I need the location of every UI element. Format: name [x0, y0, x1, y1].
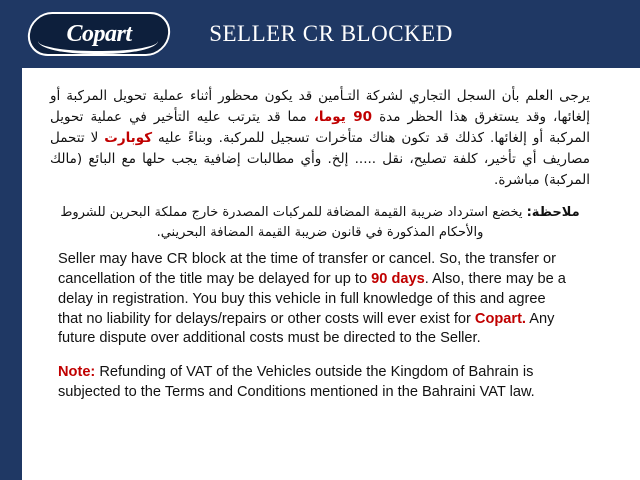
page-title: SELLER CR BLOCKED	[209, 21, 453, 46]
arabic-note-label: ملاحظة:	[526, 204, 580, 220]
english-note-label: Note:	[58, 364, 96, 381]
arabic-days-highlight: 90 يوما،	[313, 108, 373, 125]
arabic-note	[50, 203, 590, 243]
english-days-highlight: 90 days	[371, 270, 425, 287]
english-note-text: Refunding of VAT of the Vehicles outside the Kingdom of Bahrain is subjected to the Terms and Conditions mentioned in the Bahraini VAT law.	[58, 364, 535, 401]
english-body-text	[58, 250, 568, 417]
copart-logo	[28, 12, 170, 56]
left-accent-band	[0, 0, 22, 480]
header-divider	[22, 68, 640, 71]
logo-wordmark: Copart	[66, 21, 132, 47]
english-company-highlight: Copart.	[474, 310, 526, 327]
arabic-para-part3: لا تتحمل مصاريف أي تأخير، كلفة تصليح، نقل ..... إلخ. وأي مطالبات إضافية يجب حلها مع البائع (مالك المركبة) مباشرة.	[50, 129, 590, 188]
arabic-body-text	[50, 86, 590, 243]
english-para1-part3: Any future dispute over additional costs must be directed to the Seller.	[58, 310, 555, 347]
arabic-para-part1: يرجى العلم بأن السجل التجاري لشركة التـأمين قد يكون محظور أثناء عملية تحويل المركبة أو إلغائها، وقد يستغرق هذا الحظر مدة	[50, 88, 590, 125]
english-para1-part1: Seller may have CR block at the time of transfer or cancel. So, the transfer or cancellation of the title may be delayed for up to	[58, 251, 557, 287]
english-note	[58, 363, 568, 403]
arabic-company-highlight: كوبارت	[104, 129, 153, 146]
english-paragraph-1	[58, 250, 568, 349]
arabic-para-part2: مما قد يترتب عليه التأخير في عملية تحويل المركبة أو إلغائها. كذلك قد تكون هناك متأخرات تسجيل للمركبة. وبناءً عليه	[50, 108, 591, 146]
arabic-note-text: يخضع استرداد ضريبة القيمة المضافة للمركبات المصدرة خارج مملكة البحرين للشروط والأحكام المذكورة في قانون ضريبة القيمة المضافة البحريني.	[60, 204, 527, 240]
english-para1-part2: . Also, there may be a delay in registration. You buy this vehicle in full knowledge of this and agree that no liability for delays/repairs or other costs will ever exist for	[58, 270, 566, 327]
